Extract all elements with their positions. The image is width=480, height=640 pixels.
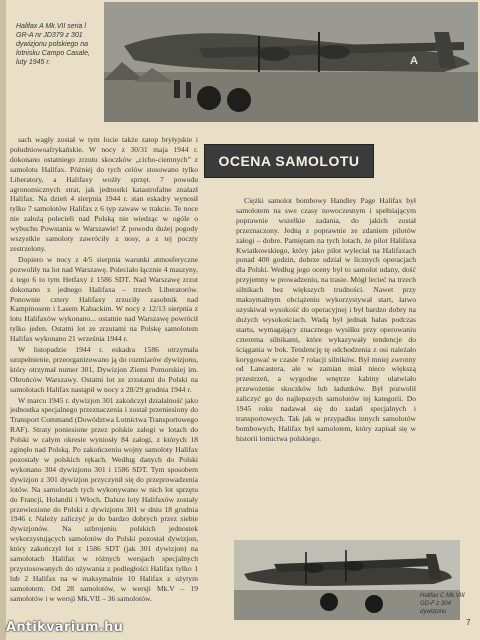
page-binding-edge	[0, 0, 6, 640]
left-paragraph: Dopiero w nocy z 4/5 sierpnia warunki atmosferyczne pozwoliły na lot nad Warszawę. Poleciało łącznie 4 maszyny, z tego 6 to tym Hetfaxy ż 1586 SDT. Nad Warszawę zrzut dokonano z jednego Halifaxa – trzech Liberatorów. Ponownie cztery Halifaxy zrzuciły zasobnik nad Kampinosem i Lasem Kabackim. W nocy z 12/13 sierpnia z lotu Halifaxów wykonano... ostatnie nad Warszawę powrócił tylko jeden. Ostatni lot ze zrzutami na Polskę samolotem Halifax wykonano 21 września 1944 r.	[10, 254, 198, 344]
left-paragraph: W listopadzie 1944 r. eskadra 1586 otrzymała uzupełnienie, przeorganizowano ją do rozmiarów dywizjonu, który otrzymał numer 301, Dywizjon Ziemi Pomorskiej im. Obrońców Warszawy. Ostatni lot ze zrzutami do Polski na samolotach Halifax nastąpił w nocy z 28/29 grudnia 1944 r.	[10, 345, 198, 394]
article-right-column	[236, 196, 416, 536]
halifax-aircraft-illustration	[104, 2, 478, 122]
bottom-photo-caption: Halifax C Mk.VIII GD-F z 304 dywizjonu	[420, 593, 465, 615]
svg-text:A: A	[410, 55, 418, 67]
article-left-column	[10, 135, 198, 635]
top-photo-caption: Halifax A Mk.VII seria l GR-A nr JD379 z 301 dywizjonu polskiego na lotnisku Campo Casale, luty 1945 r.	[16, 23, 90, 66]
watermark-logo: Antikvarium.hu	[6, 620, 124, 635]
section-heading-box	[204, 144, 374, 178]
left-paragraph: W marcu 1945 r. dywizjon 301 zakończył działalność jako jednostka specjalnego przeznaczenia i został przeniesiony do Transport Command (Dowództwa Lotnictwa Transportowego RAF). Straty poniesione przez polskie załogi w lotach do Polski w całym okresie wyniosły 84 załogi, z których 18 zginęło nad Polską. Po zakończeniu wojny samoloty Halifax pozostały w polskich rękach. Według danych do Polski wykonano 304 dywizjonu 301 i 1586 SDT. Tym sposobem dywizjon z 301 dywizjon przyczynił się do przeprowadzenia lotów. Na samolotach tych wykonywano w nich lot sprzętu do Francji, Holandii i Włoch. Dalsze loty Halifaxów zostały przewiezione do Polski z dywizjonu 301 w dniu 18 grudnia 1946 r. Należy zaliczyć je do bardzo dobrych przez siebie dywizjonów. Na uzbrojeniu polskich jednostek wykorzystujących samolotów do Polski pozostał dywizjon, który zakończył lot z 1586 SDT (jak 301 dywizjon) na samolotach Halifax w różnych wersjach specjalnych przystosowanych do używania z podległości Halifax tylko 1 lub 2 Halifax na w maksymalnie 10 Halifax z użytym samolotem. Od 28 samolotów, w wersji Mk.V – 19 samolotów i w wersji Mk.VII – 36 samolotów.	[10, 395, 198, 603]
halifax-photo-top	[104, 2, 478, 122]
page-number: 7	[466, 618, 471, 627]
right-paragraph: Ciężki samolot bombowy Handley Page Halifax był samolotem na swe czasy nowoczesnym i spełniającym poprawnie wszelkie zadania, do jakich został przeznaczony. Jedną z poprawnie ze zdaniem pilotów załogi – dobre. Pamiętam na tych lotach, że pilot Halifaxa Kwiatkowskiego, który jako pilot wyleciał na Halifaxach ponad 400 godzin, dobrze udział w licznych operacjach dla Polski. Według jego oceny był to samolot udany, dość przyjemny w prowadzeniu, na trasie. Mógł lecieć na trzech silnikach bez większych trudności. Nawet przy maksymalnym obciążeniu wykorzystywał start, łatwo uzyskiwał wysokość do operacyjnej i był bardzo dobry na dużych wysokościach. Wadą był jednak hałas podczas startu, wymagający znacznego wysiłku przy operowaniu czterema silnikami, które wykazywały tendencje do ściągania w bok. Tendencję tę odchodzenia z osi należało korygować w czasie 7 rolacji silników. Był mniej zwrotny od Lancastera, ale w zamian miał nieco większą przestrzeń, a wygodne wnętrze kabiny ułatwiało przewożenie skoczków lub ładunków. Był pozwolił zaliczyć go do najlepszych samolotów tej kategorii. Do 1945 roku nadawał się do zadań specjalnych i transportowych. Tak jak w przypadku innych samolotów bombowych, Halifax był samolotem, który zapisał się w historii lotnictwa polskiego.	[236, 196, 416, 443]
section-heading: OCENA SAMOLOTU	[218, 153, 360, 169]
left-paragraph: sach wagły został w tym locie także zatop bryłyjskie i południowoafrykańskie. W nocy z 30/31 maja 1944 r. dokonano ostatniego zrzutu skoczków „cicho-ciemnych” z samolotu Halifax. Później do tych celów stosowano tylko Liberatory, a Halifaxy wożły sprzęt. 7 powodu agronomicznych strat, jak jednostki katastrofalne znalazł Halifax. Na dzień 4 sierpnia 1944 r. stan eskadry wynosił tylko 7 samolotów Halifax z 6 typ zawaw w trakcie. Te noce nie założą polecieli nad Polską nie wiedząc w ogóle o wybuchu Powstania w Warszawie! Z powodu dużej pogody wszystkie samoloty zawróciły z nosy, a z tej poczty zestrzelony.	[10, 135, 198, 253]
